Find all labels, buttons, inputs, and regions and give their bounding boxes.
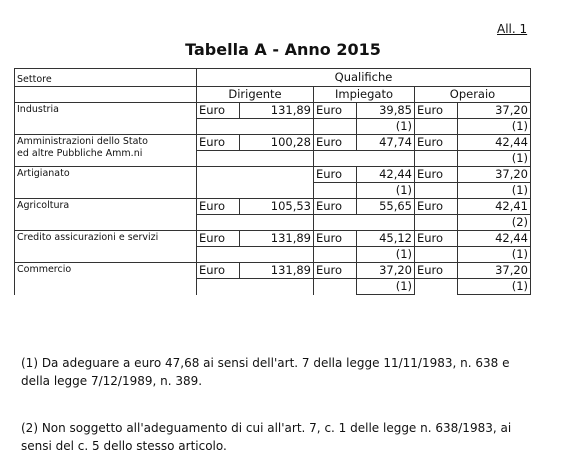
settore-label: Industria bbox=[17, 104, 59, 115]
settore-cell bbox=[15, 167, 197, 199]
settore-label: Commercio bbox=[17, 264, 72, 275]
header-settore: Settore bbox=[15, 69, 197, 87]
settore-cell bbox=[15, 199, 197, 231]
note-imp: (1) bbox=[357, 247, 415, 263]
amount-dir: 131,89 bbox=[240, 263, 314, 279]
settore-cell bbox=[15, 231, 197, 263]
currency-label: Euro bbox=[415, 263, 458, 279]
amount-ope: 42,41 bbox=[458, 199, 531, 215]
note-imp: (1) bbox=[357, 119, 415, 135]
amount-ope: 37,20 bbox=[458, 263, 531, 279]
note-ope: (2) bbox=[458, 215, 531, 231]
settore-label: Artigianato bbox=[17, 168, 70, 179]
amount-imp: 42,44 bbox=[357, 167, 415, 183]
settore-label: Credito assicurazioni e servizi bbox=[17, 232, 159, 243]
currency-label: Euro bbox=[197, 135, 240, 151]
page-title: Tabella A - Anno 2015 bbox=[185, 40, 381, 59]
tabella-a bbox=[14, 68, 531, 295]
amount-ope: 42,44 bbox=[458, 135, 531, 151]
currency-label: Euro bbox=[314, 103, 357, 119]
currency-label: Euro bbox=[197, 231, 240, 247]
settore-label: Agricoltura bbox=[17, 200, 70, 211]
amount-imp: 55,65 bbox=[357, 199, 415, 215]
header-dirigente: Dirigente bbox=[197, 87, 314, 103]
settore-cell bbox=[15, 103, 197, 135]
settore-cell bbox=[15, 263, 197, 295]
amount-dir: 105,53 bbox=[240, 199, 314, 215]
currency-label: Euro bbox=[314, 199, 357, 215]
amount-ope: 37,20 bbox=[458, 167, 531, 183]
note-imp: (1) bbox=[357, 279, 415, 295]
currency-label: Euro bbox=[415, 231, 458, 247]
amount-dir: 100,28 bbox=[240, 135, 314, 151]
footnote-1: (1) Da adeguare a euro 47,68 ai sensi dell'art. 7 della legge 11/11/1983, n. 638 e della legge 7/12/1989, n. 389. bbox=[21, 356, 510, 388]
currency-label: Euro bbox=[314, 231, 357, 247]
currency-label: Euro bbox=[314, 167, 357, 183]
currency-label: Euro bbox=[197, 263, 240, 279]
settore-label: Amministrazioni dello Stato bbox=[17, 136, 148, 147]
amount-imp: 39,85 bbox=[357, 103, 415, 119]
header-impiegato: Impiegato bbox=[314, 87, 415, 103]
allegato-label: All. 1 bbox=[497, 22, 528, 36]
settore-label: ed altre Pubbliche Amm.ni bbox=[17, 148, 143, 159]
currency-label: Euro bbox=[314, 263, 357, 279]
note-ope: (1) bbox=[458, 151, 531, 167]
currency-label: Euro bbox=[197, 199, 240, 215]
currency-label: Euro bbox=[197, 103, 240, 119]
footnote-2: (2) Non soggetto all'adeguamento di cui all'art. 7, c. 1 delle legge n. 638/1983, ai sensi del c. 5 dello stesso articolo. bbox=[21, 421, 512, 453]
settore-cell bbox=[15, 135, 197, 167]
amount-ope: 42,44 bbox=[458, 231, 531, 247]
note-ope: (1) bbox=[458, 183, 531, 199]
currency-label: Euro bbox=[415, 199, 458, 215]
amount-ope: 37,20 bbox=[458, 103, 531, 119]
amount-dir: 131,89 bbox=[240, 231, 314, 247]
currency-label: Euro bbox=[415, 167, 458, 183]
note-ope: (1) bbox=[458, 247, 531, 263]
currency-label: Euro bbox=[415, 103, 458, 119]
header-operaio: Operaio bbox=[415, 87, 531, 103]
currency-label: Euro bbox=[415, 135, 458, 151]
currency-label: Euro bbox=[314, 135, 357, 151]
amount-imp: 47,74 bbox=[357, 135, 415, 151]
note-imp: (1) bbox=[357, 183, 415, 199]
note-ope: (1) bbox=[458, 119, 531, 135]
header-qualifiche: Qualifiche bbox=[197, 69, 531, 87]
note-ope: (1) bbox=[458, 279, 531, 295]
amount-imp: 45,12 bbox=[357, 231, 415, 247]
amount-imp: 37,20 bbox=[357, 263, 415, 279]
amount-dir: 131,89 bbox=[240, 103, 314, 119]
